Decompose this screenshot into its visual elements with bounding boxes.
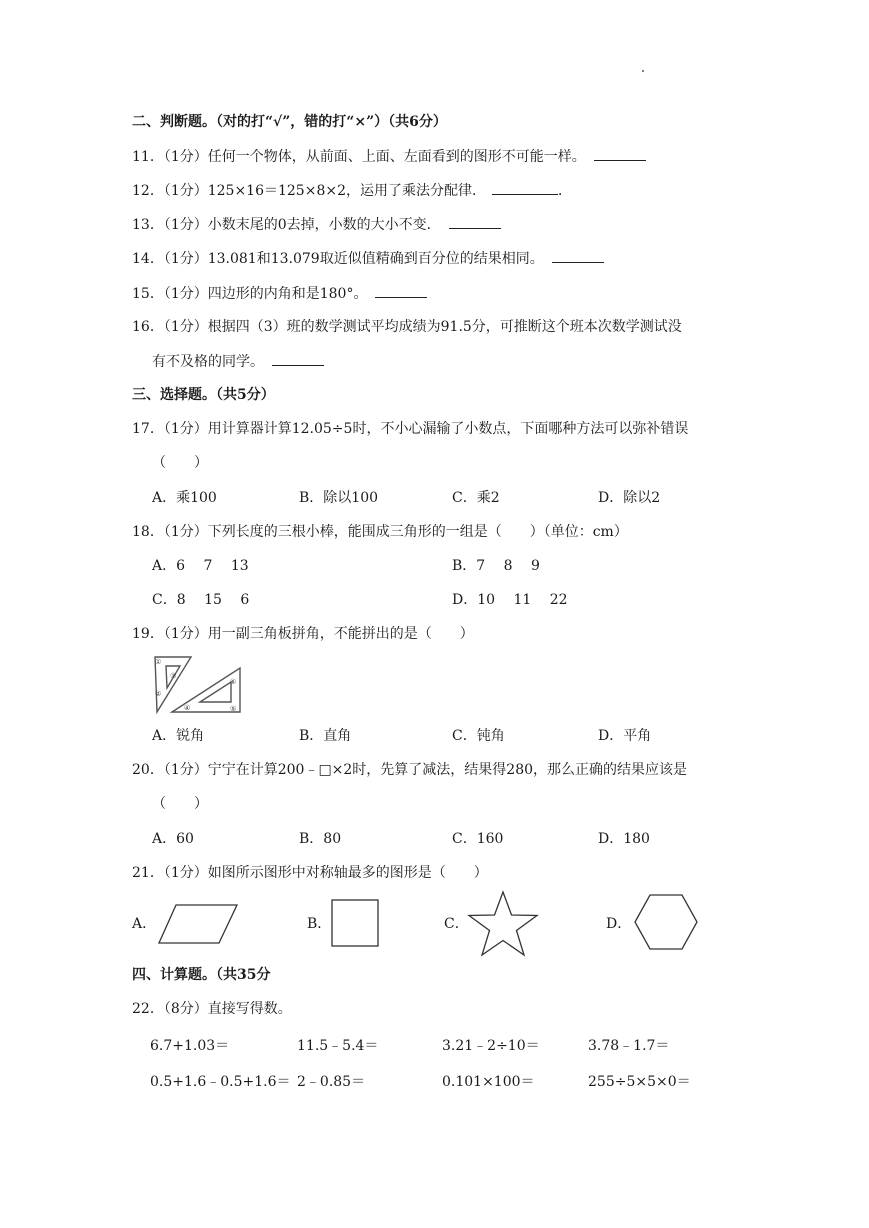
q21-option-b[interactable]: B． — [307, 916, 332, 932]
fig-label-2: ② — [155, 690, 162, 698]
q18-option-d[interactable]: D．10 11 22 — [452, 592, 568, 608]
answer-blank-15[interactable] — [375, 283, 427, 298]
section-4-title: 四、计算题。（共35分 — [132, 967, 271, 983]
parallelogram-shape — [158, 903, 238, 945]
question-12-text: 12．（1分）125×16＝125×8×2，运用了乘法分配律． — [132, 183, 486, 199]
q18-option-c[interactable]: C．8 15 6 — [152, 592, 250, 608]
answer-blank-13[interactable] — [449, 214, 501, 229]
question-11 — [132, 146, 646, 167]
q19-option-d[interactable]: D．平角 — [598, 728, 652, 744]
q20-option-c[interactable]: C．160 — [452, 831, 504, 847]
q17-option-c[interactable]: C．乘2 — [452, 490, 500, 506]
q18-option-a[interactable]: A．6 7 13 — [152, 558, 249, 574]
calc-item[interactable]: 2﹣0.85＝ — [297, 1074, 366, 1090]
calc-item[interactable]: 6.7+1.03＝ — [150, 1038, 230, 1054]
fig-label-1: ① — [155, 658, 162, 666]
triangle-rulers-figure — [150, 654, 246, 716]
question-15-text: 15．（1分）四边形的内角和是180°。 — [132, 286, 368, 302]
q17-option-d[interactable]: D．除以2 — [598, 490, 661, 506]
answer-blank-12[interactable] — [492, 180, 558, 195]
question-22: 22．（8分）直接写得数。 — [132, 1001, 292, 1017]
question-13-text: 13．（1分）小数末尾的0去掉，小数的大小不变． — [132, 217, 441, 233]
answer-blank-16[interactable] — [272, 351, 324, 366]
calc-item[interactable]: 3.78﹣1.7＝ — [588, 1038, 670, 1054]
question-12 — [132, 180, 572, 201]
calc-item[interactable]: 0.5+1.6﹣0.5+1.6＝ — [150, 1074, 291, 1090]
question-16-line2 — [152, 351, 324, 372]
q20-option-b[interactable]: B．80 — [299, 831, 342, 847]
q19-option-c[interactable]: C．钝角 — [452, 728, 505, 744]
section-3-title: 三、选择题。（共5分） — [132, 387, 275, 403]
answer-blank-14[interactable] — [552, 248, 604, 263]
set-square-2-hole — [200, 682, 231, 702]
q17-option-b[interactable]: B．除以100 — [299, 490, 379, 506]
calc-item[interactable]: 0.101×100＝ — [442, 1074, 535, 1090]
question-16-text: 有不及格的同学。 — [152, 354, 264, 370]
fig-label-3: ③ — [170, 672, 177, 680]
answer-blank-11[interactable] — [594, 146, 646, 161]
q19-option-b[interactable]: B．直角 — [299, 728, 352, 744]
q17-option-a[interactable]: A．乘100 — [152, 490, 217, 506]
star-shape — [467, 891, 539, 957]
fig-label-4: ④ — [184, 704, 191, 712]
q19-option-a[interactable]: A．锐角 — [152, 728, 205, 744]
q21-option-d[interactable]: D． — [606, 916, 632, 932]
question-14-text: 14．（1分）13.081和13.079取近似值精确到百分位的结果相同。 — [132, 251, 544, 267]
question-20-line1: 20．（1分）宁宁在计算200﹣□×2时，先算了减法，结果得280，那么正确的结果应该是 — [132, 762, 688, 778]
q21-option-a[interactable]: A． — [132, 916, 157, 932]
q20-option-a[interactable]: A．60 — [152, 831, 194, 847]
question-17-line1: 17．（1分）用计算器计算12.05÷5时，不小心漏输了小数点，下面哪种方法可以弥补错误 — [132, 421, 689, 437]
question-14 — [132, 248, 604, 269]
section-2-title: 二、判断题。（对的打“√”，错的打“×”）（共6分） — [132, 114, 447, 130]
question-13 — [132, 214, 501, 235]
question-11-text: 11．（1分）任何一个物体，从前面、上面、左面看到的图形不可能一样。 — [132, 149, 586, 165]
fig-label-6: ⑥ — [230, 678, 237, 686]
question-21: 21．（1分）如图所示图形中对称轴最多的图形是（ ） — [132, 865, 488, 881]
q21-option-c[interactable]: C． — [444, 916, 469, 932]
question-19: 19．（1分）用一副三角板拼角，不能拼出的是（ ） — [132, 626, 474, 642]
hexagon-shape — [634, 894, 698, 950]
question-12-end: ． — [558, 183, 572, 199]
calc-item[interactable]: 3.21﹣2÷10＝ — [442, 1038, 540, 1054]
question-20-paren: （ ） — [152, 796, 208, 812]
question-15 — [132, 283, 427, 304]
calc-item[interactable]: 11.5﹣5.4＝ — [297, 1038, 379, 1054]
q20-option-d[interactable]: D．180 — [598, 831, 650, 847]
question-18: 18．（1分）下列长度的三根小棒，能围成三角形的一组是（ ）（单位：cm） — [132, 524, 628, 540]
question-17-paren: （ ） — [152, 455, 208, 471]
calc-item[interactable]: 255÷5×5×0＝ — [588, 1074, 691, 1090]
question-16-line1: 16．（1分）根据四（3）班的数学测试平均成绩为91.5分，可推断这个班本次数学测试没 — [132, 319, 682, 335]
page-dot — [642, 70, 644, 72]
fig-label-5: ⑤ — [230, 705, 237, 713]
square-shape — [331, 899, 379, 947]
q18-option-b[interactable]: B．7 8 9 — [452, 558, 540, 574]
